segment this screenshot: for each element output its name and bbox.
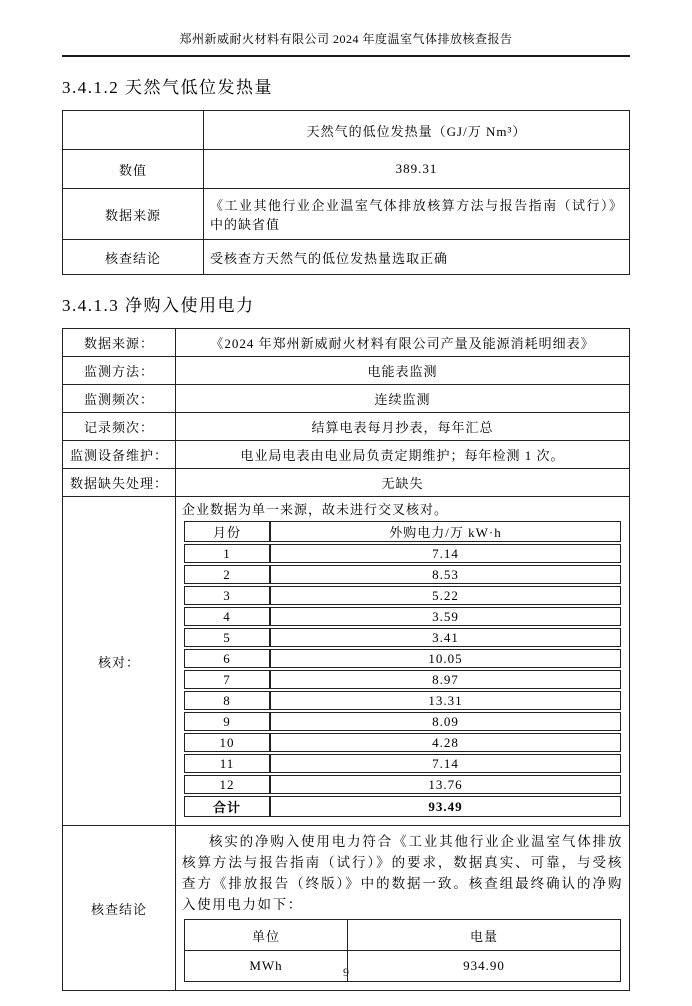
month-cell: 6 xyxy=(184,649,270,668)
table-row xyxy=(63,111,630,150)
info-value: 结算电表每月抄表，每年汇总 xyxy=(176,413,630,441)
section-title-3413: 3.4.1.3 净购入使用电力 xyxy=(62,296,255,315)
month-row xyxy=(184,649,621,668)
electricity-cell: 5.22 xyxy=(270,586,621,605)
info-value: 电能表监测 xyxy=(176,357,630,385)
page-header: 郑州新威耐火材料有限公司 2024 年度温室气体排放核查报告 xyxy=(62,30,630,57)
electricity-cell: 13.31 xyxy=(270,691,621,710)
info-label: 监测方法： xyxy=(63,357,176,385)
conclusion-label: 核查结论 xyxy=(63,240,204,275)
data-source-value: 《工业其他行业企业温室气体排放核算方法与报告指南（试行）》中的缺省值 xyxy=(204,189,630,240)
page-number: 9 xyxy=(343,965,349,979)
electricity-cell: 8.53 xyxy=(270,565,621,584)
month-cell: 3 xyxy=(184,586,270,605)
month-row xyxy=(184,607,621,626)
value-label: 数值 xyxy=(63,150,204,189)
month-cell: 12 xyxy=(184,775,270,794)
table-row xyxy=(63,385,630,413)
conclusion-value: 受核查方天然气的低位发热量选取正确 xyxy=(204,240,630,275)
info-label: 数据缺失处理： xyxy=(63,469,176,497)
table-row xyxy=(63,441,630,469)
check-row xyxy=(63,497,630,826)
unit-cell: MWh xyxy=(185,951,348,982)
ncv-header-cell: 天然气的低位发热量（GJ/万 Nm³） xyxy=(204,111,630,150)
table-row xyxy=(63,357,630,385)
month-cell: 4 xyxy=(184,607,270,626)
monthly-electricity-table xyxy=(184,519,621,819)
month-cell: 11 xyxy=(184,754,270,773)
electricity-col-header: 外购电力/万 kW·h xyxy=(270,521,621,542)
info-label: 监测设备维护： xyxy=(63,441,176,469)
table-row xyxy=(63,189,630,240)
month-row xyxy=(184,586,621,605)
electricity-table xyxy=(62,328,630,991)
conclusion-text: 核实的净购入使用电力符合《工业其他行业企业温室气体排放核算方法与报告指南（试行）》的要求，数据真实、可靠，与受核查方《排放报告（终版）》中的数据一致。核查组最终确认的净购入使用电力如下： xyxy=(182,834,623,912)
info-value: 电业局电表由电业局负责定期维护；每年检测 1 次。 xyxy=(176,441,630,469)
electricity-cell: 7.14 xyxy=(270,544,621,563)
month-row xyxy=(184,691,621,710)
check-note: 企业数据为单一来源，故未进行交叉核对。 xyxy=(182,502,449,517)
month-header-row xyxy=(184,521,621,542)
month-cell: 7 xyxy=(184,670,270,689)
check-cell xyxy=(176,497,630,826)
table-row xyxy=(63,469,630,497)
month-row xyxy=(184,628,621,647)
electricity-cell: 4.28 xyxy=(270,733,621,752)
table-row xyxy=(63,329,630,357)
electricity-cell: 8.09 xyxy=(270,712,621,731)
electricity-cell: 3.41 xyxy=(270,628,621,647)
table-row xyxy=(63,413,630,441)
conclusion-label: 核查结论 xyxy=(63,826,176,991)
ncv-value: 389.31 xyxy=(204,150,630,189)
section-title-3412: 3.4.1.2 天然气低位发热量 xyxy=(62,78,273,97)
info-label: 数据来源： xyxy=(63,329,176,357)
data-source-label: 数据来源 xyxy=(63,189,204,240)
info-label: 监测频次： xyxy=(63,385,176,413)
electricity-cell: 13.76 xyxy=(270,775,621,794)
info-value: 无缺失 xyxy=(176,469,630,497)
result-header-row xyxy=(185,920,621,951)
month-row xyxy=(184,544,621,563)
electricity-cell: 8.97 xyxy=(270,670,621,689)
ncv-table xyxy=(62,110,630,275)
total-value: 93.49 xyxy=(270,796,621,817)
info-value: 连续监测 xyxy=(176,385,630,413)
electricity-cell: 7.14 xyxy=(270,754,621,773)
empty-corner-cell xyxy=(63,111,204,150)
month-row xyxy=(184,775,621,794)
month-row xyxy=(184,670,621,689)
month-cell: 9 xyxy=(184,712,270,731)
table-row xyxy=(63,240,630,275)
total-row xyxy=(184,796,621,817)
month-row xyxy=(184,754,621,773)
amount-cell: 934.90 xyxy=(348,951,621,982)
total-label: 合计 xyxy=(184,796,270,817)
month-cell: 5 xyxy=(184,628,270,647)
electricity-cell: 3.59 xyxy=(270,607,621,626)
table-row xyxy=(63,150,630,189)
check-label: 核对： xyxy=(63,497,176,826)
electricity-cell: 10.05 xyxy=(270,649,621,668)
month-cell: 1 xyxy=(184,544,270,563)
month-cell: 10 xyxy=(184,733,270,752)
info-value: 《2024 年郑州新威耐火材料有限公司产量及能源消耗明细表》 xyxy=(176,329,630,357)
month-row xyxy=(184,712,621,731)
unit-col-header: 单位 xyxy=(185,920,348,951)
month-col-header: 月份 xyxy=(184,521,270,542)
info-label: 记录频次： xyxy=(63,413,176,441)
month-row xyxy=(184,565,621,584)
month-row xyxy=(184,733,621,752)
amount-col-header: 电量 xyxy=(348,920,621,951)
month-cell: 2 xyxy=(184,565,270,584)
month-cell: 8 xyxy=(184,691,270,710)
